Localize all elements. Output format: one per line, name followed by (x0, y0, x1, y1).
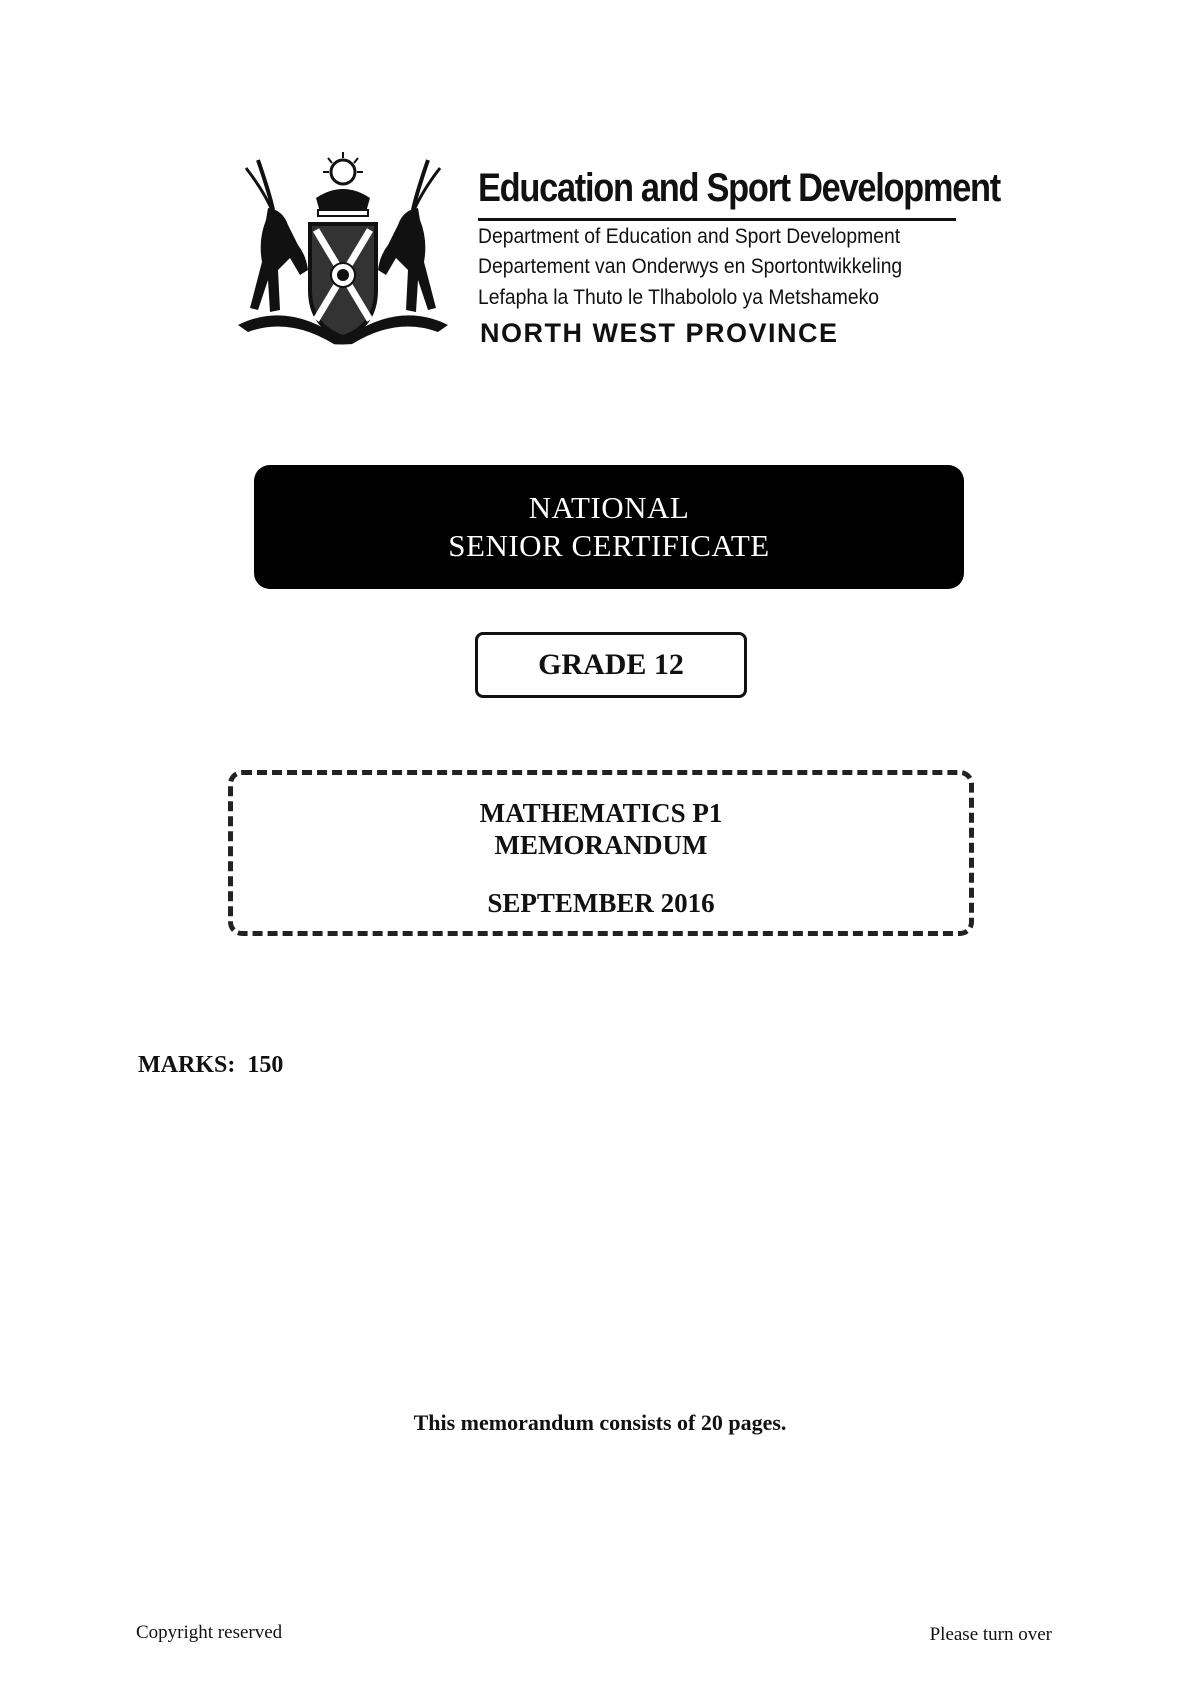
copyright-footer: Copyright reserved (136, 1622, 283, 1643)
grade-box (475, 632, 747, 698)
subject-title: MATHEMATICS P1 (479, 798, 723, 828)
coat-of-arms-logo (228, 150, 458, 360)
exam-date: SEPTEMBER 2016 (487, 888, 715, 918)
certificate-banner (254, 465, 964, 589)
page-count-note: This memorandum consists of 20 pages. (413, 1410, 787, 1435)
subject-subtitle: MEMORANDUM (494, 830, 708, 860)
subject-box (228, 770, 974, 936)
department-name-setswana: Lefapha la Thuto le Tlhabololo ya Metshameko (478, 286, 879, 309)
turn-over-footer: Please turn over (929, 1624, 1052, 1645)
department-name-afrikaans: Departement van Onderwys en Sportontwikkeling (478, 255, 903, 278)
certificate-line-2: SENIOR CERTIFICATE (448, 528, 770, 563)
certificate-line-1: NATIONAL (528, 490, 690, 525)
grade-label: GRADE 12 (538, 648, 684, 681)
department-title: Education and Sport Development (478, 166, 1000, 210)
total-marks: MARKS: 150 (138, 1052, 284, 1078)
province-name: NORTH WEST PROVINCE (480, 318, 839, 348)
department-name-english: Department of Education and Sport Development (478, 225, 901, 248)
header-divider (478, 218, 956, 221)
